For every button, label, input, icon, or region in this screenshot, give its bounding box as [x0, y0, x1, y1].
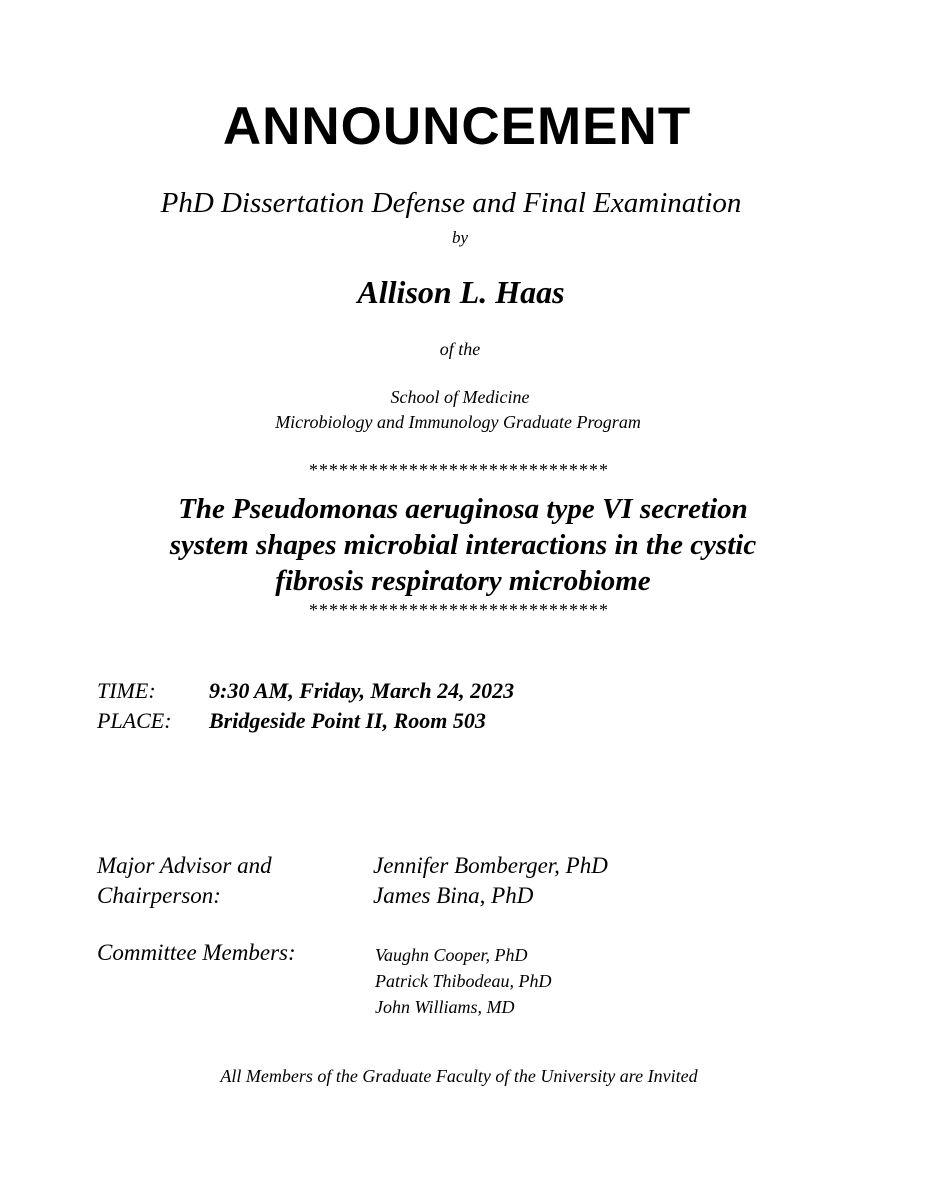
committee-label: Committee Members:: [97, 940, 296, 965]
time-label: TIME:: [97, 678, 156, 703]
event-subtitle: PhD Dissertation Defense and Final Examination: [160, 187, 742, 219]
advisor-label-line: Chairperson:: [97, 883, 221, 908]
place-label: PLACE:: [97, 708, 172, 733]
advisor-name: Jennifer Bomberger, PhD: [373, 853, 608, 878]
program-name: Microbiology and Immunology Graduate Program: [275, 412, 641, 432]
time-value: 9:30 AM, Friday, March 24, 2023: [209, 678, 515, 703]
separator-top: ******************************: [309, 460, 609, 480]
by-text: by: [451, 228, 469, 247]
dissertation-title: [0, 491, 926, 599]
invitation-footer: All Members of the Graduate Faculty of the University are Invited: [220, 1066, 698, 1086]
of-the-text: of the: [439, 339, 481, 359]
committee-member-name: Patrick Thibodeau, PhD: [375, 971, 552, 991]
dissertation-title-line: The Pseudomonas aeruginosa type VI secretion: [178, 493, 748, 525]
school-name: School of Medicine: [390, 387, 530, 407]
candidate-name: Allison L. Haas: [357, 274, 565, 310]
dissertation-title-line: system shapes microbial interactions in the cystic: [169, 529, 757, 561]
dissertation-title-line: fibrosis respiratory microbiome: [275, 565, 651, 597]
place-value: Bridgeside Point II, Room 503: [209, 708, 486, 733]
advisor-name: James Bina, PhD: [373, 883, 534, 908]
advisor-label-line: Major Advisor and: [97, 853, 272, 878]
page-title: ANNOUNCEMENT: [222, 97, 692, 156]
separator-bottom: ******************************: [309, 600, 609, 620]
committee-member-name: John Williams, MD: [375, 997, 515, 1017]
committee-member-name: Vaughn Cooper, PhD: [375, 945, 528, 965]
